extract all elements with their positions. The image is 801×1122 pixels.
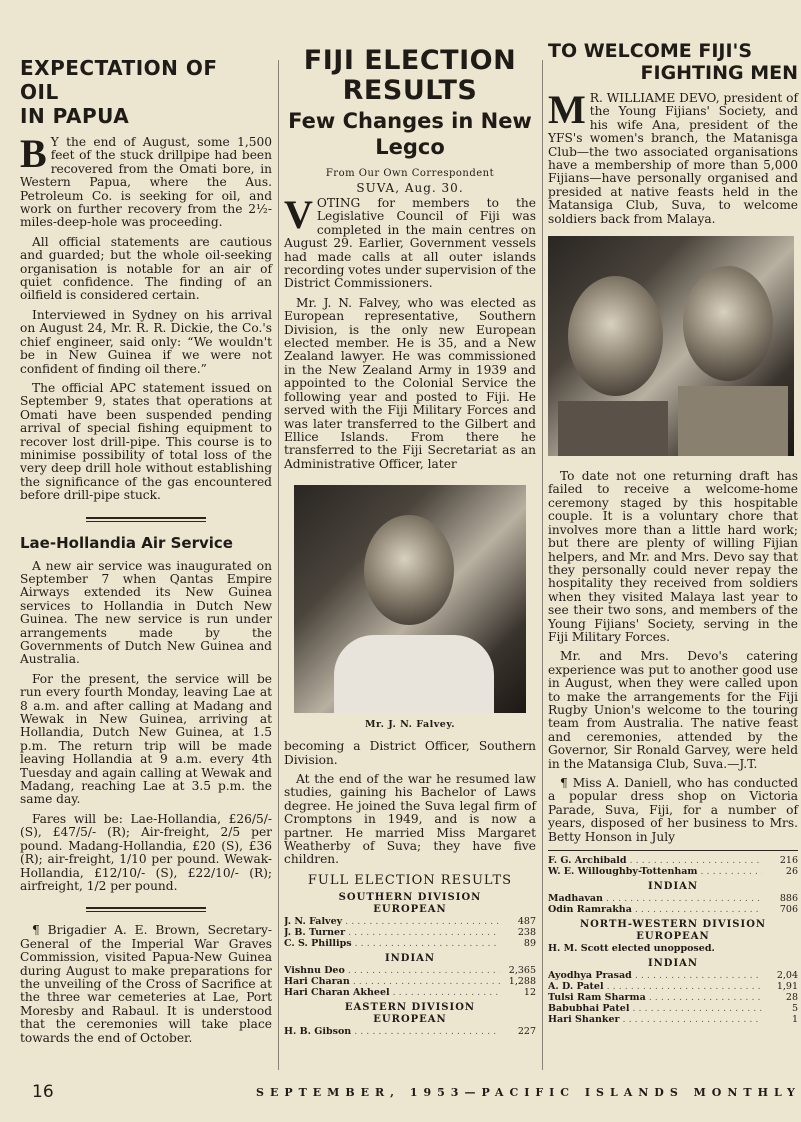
result-row [548,970,798,981]
portrait-face [683,266,773,381]
air-service-subhead: Lae-Hollandia Air Service [20,533,233,552]
candidate-name: C. S. Phillips . . . [284,938,500,949]
headline-line: EXPECTATION OF [20,56,218,80]
vote-count: 1,288 [508,975,536,987]
paragraph: becoming a District Officer, Southern Division. [284,739,536,767]
result-row [284,965,536,976]
results-title: FULL ELECTION RESULTS [307,872,513,888]
column-rule [542,60,543,1070]
footer-masthead: SEPTEMBER, 1953—PACIFIC ISLANDS MONTHLY [256,1086,801,1099]
division-heading: NORTH-WESTERN DIVISION [579,919,767,931]
category-heading: INDIAN [384,952,436,964]
candidate-name: Vishnu Deo . . . [284,965,500,976]
category-heading: INDIAN [647,881,699,893]
result-row [548,1003,798,1014]
results-list [548,893,798,915]
paragraph: Fares will be: Lae-Hollandia, £26/5/- (S), £47/5/- (R); Air-freight, 2/5 per pound. Madang-Hollandia, £20 (S), £36 (R); air-freight, 1/10 per pound. Wewak-Hollandia, £12/10/- (S), £22/10/- (R); airfreight, 1/2 per pound. [20,811,272,893]
category-heading: EUROPEAN [636,931,710,943]
drop-cap: V [284,192,313,237]
vote-count: 12 [523,986,536,998]
vote-count: 487 [517,915,536,927]
election-subheadline: Few Changes in New Legco [288,109,532,159]
middle-column [284,40,536,1041]
vote-count: 89 [523,937,536,949]
vote-count: 238 [517,926,536,938]
vote-count: 2,365 [508,964,536,976]
drop-cap: M [548,87,586,132]
result-row [548,904,798,915]
paragraph: A new air service was inaugurated on September 7 when Qantas Empire Airways extended its New Guinea services to Hollandia in Dutch New Guinea. The new service is run under arrangements made by the Governments of Dutch New Guinea and Australia. [20,558,272,667]
candidate-name: Ayodhya Prasad . . . [548,970,762,981]
drop-cap: B [20,131,47,176]
candidate-name: Hari Charan . . . [284,976,500,987]
headline-line: OIL [20,80,59,104]
column-rule [278,60,279,1070]
right-column [548,40,798,1029]
candidate-name: Babubhai Patel . . . [548,1003,762,1014]
paragraph: OTING for members to the Legislative Council of Fiji was completed in the main centres on August 29. Earlier, Government vessels had made calls at all outer islands recording votes under supervision of the District Commissioners. [284,196,536,291]
section-divider [86,517,206,522]
result-row [284,1026,536,1037]
result-row [548,893,798,904]
election-headline: FIJI ELECTION RESULTS [303,45,517,106]
result-row [284,927,536,938]
candidate-name: Madhavan . . . [548,893,762,904]
election-article [284,192,536,471]
page-footer [0,1078,801,1108]
candidate-name: J. N. Falvey . . . [284,916,500,927]
portrait-jacket [558,401,668,456]
vote-count: 886 [779,893,798,905]
candidate-name: W. E. Willoughby-Tottenham . . . [548,866,762,877]
candidate-name: Hari Charan Akheel . . . [284,987,500,998]
result-row [284,987,536,998]
headline-line: IN PAPUA [20,104,130,128]
result-row [548,981,798,992]
category-heading: INDIAN [647,958,699,970]
paragraph: To date not one returning draft has failed to receive a welcome-home ceremony staged by this hospitable couple. It is a voluntary chore that involves more than a little hard work; but there are plenty of willing Fijian helpers, and Mr. and Mrs. Devo say that they personally could never repay the hospitality they received from soldiers when they visited Malaya last year to see their two sons, and members of the Young Fijians' Society, serving in the Fiji Military Forces. [548,469,798,644]
vote-count: 706 [779,904,798,916]
candidate-name: Tulsi Ram Sharma . . . [548,992,762,1003]
candidate-name: A. D. Patel . . . [548,981,762,992]
result-row [548,866,798,877]
result-row [548,855,798,866]
results-list [284,916,536,949]
paragraph: Y the end of August, some 1,500 feet of the stuck drillpipe had been recovered from the Omati bore, in Western Papua, where the Aus. Petroleum Co. is seeking for oil, and work on further recovery from the 2½-miles-deep-hole was proceeding. [20,135,272,230]
result-row [284,976,536,987]
unopposed-note [548,943,798,954]
paragraph: At the end of the war he resumed law studies, gaining his Bachelor of Laws degree. He joined the Suva legal firm of Cromptons in 1949, and is now a partner. He married Miss Margaret Weatherby of Suva; they have five children. [284,771,536,867]
page-number: 16 [32,1082,54,1102]
results-list [284,965,536,998]
unopposed-text: H. M. Scott elected unopposed. [548,943,715,955]
result-row [284,938,536,949]
paragraph: ¶ Miss A. Daniell, who has conducted a popular dress shop on Victoria Parade, Suva, Fiji, for a number of years, disposed of her business to Mrs. Betty Honson in July [548,776,798,844]
category-heading: EUROPEAN [373,1013,447,1025]
paragraph: Interviewed in Sydney on his arrival on August 24, Mr. R. R. Dickie, the Co.'s chief engineer, said only: “We wouldn't be in New Guinea if we were not confident of finding oil there.” [20,307,272,376]
paragraph: Mr. and Mrs. Devo's catering experience was put to another good use in August, when they were called upon to make the arrangements for the Fiji Rugby Union's welcome to the touring team from Australia. The native feast and ceremonies, attended by the Governor, Sir Ronald Garvey, were held in the Matansiga Club, Suva.—J.T. [548,649,798,771]
portrait-face [568,276,663,396]
results-list [284,1026,536,1037]
welcome-headline [548,40,798,84]
vote-count: 28 [785,992,798,1004]
vote-count: 2,04 [776,970,798,982]
paragraph: Mr. J. N. Falvey, who was elected as European representative, Southern Division, is the only new European elected member. He is 35, and a New Zealand lawyer. He was commissioned in the New Zealand Army in 1939 and appointed to the Colonial Service the following year and posted to Fiji. He served with the Fiji Military Forces and was later transferred to the Gilbert and Ellice Islands. From there he transferred to the Fiji Secretariat as an Administrative Officer, later [284,295,536,471]
candidate-name: F. G. Archibald . . . [548,855,762,866]
oil-article [20,131,272,503]
paragraph: ¶ Brigadier A. E. Brown, Secretary-General of the Imperial War Graves Commission, visited Papua-New Guinea during August to make preparations for the unveiling of the Cross of Sacrifice at the three war cemeteries at Lae, Port Moresby and Rabaul. It is understood that the ceremonies will take place towards the end of October. [20,923,272,1045]
headline-line: TO WELCOME FIJI'S [548,40,753,62]
photo-caption: Mr. J. N. Falvey. [364,719,456,731]
vote-count: 1 [791,1014,798,1026]
candidate-name: H. B. Gibson . . . [284,1026,500,1037]
falvey-photo [294,485,526,713]
candidate-name: Odin Ramrakha . . . [548,904,762,915]
result-row [548,1014,798,1025]
vote-count: 216 [779,855,798,867]
division-heading: SOUTHERN DIVISION [338,891,482,903]
oil-headline [20,56,272,128]
headline-line: FIGHTING MEN [640,62,798,84]
results-list [548,970,798,1025]
vote-count: 1,91 [776,981,798,993]
result-row [548,992,798,1003]
divider [548,850,798,851]
category-heading: EUROPEAN [373,903,447,915]
candidate-name: Hari Shanker . . . [548,1014,762,1025]
welcome-article [548,87,798,226]
result-row [284,916,536,927]
division-heading: EASTERN DIVISION [344,1001,476,1013]
paragraph: For the present, the service will be run every fourth Monday, leaving Lae at 8 a.m. and after calling at Madang and Wewak in New Guinea, arriving at Hollandia, Dutch New Guinea, at 1.5 p.m. The return trip will be made leaving Hollandia at 9 a.m. every 4th Tuesday and again calling at Wewak and Madang, reaching Lae at 3.5 p.m. the same day. [20,671,272,807]
portrait-shirt [334,635,494,713]
results-list [548,855,798,877]
left-column [20,40,272,1051]
portrait-dress [678,386,788,456]
candidate-name: J. B. Turner . . . [284,927,500,938]
vote-count: 5 [791,1003,798,1015]
paragraph: The official APC statement issued on September 9, states that operations at Omati have been suspended pending arrival of special fishing equipment to recover lost drill-pipe. This course is to minimise possibility of total loss of the very deep drill hole without establishing the significance of the gas encountered before drill-pipe stuck. [20,380,272,503]
dateline: SUVA, Aug. 30. [356,181,464,195]
vote-count: 26 [785,866,798,878]
paragraph: R. WILLIAME DEVO, president of the Young Fijians' Society, and his wife Ana, president of the YFS's women's branch, the Matanisga Club—the two associated organisations have a membership of more than 5,000 Fijians—have personally organised and presided at native feasts held in the Matansiga Club, Suva, to welcome soldiers back from Malaya. [548,91,798,226]
vote-count: 227 [517,1025,536,1037]
section-divider [86,907,206,912]
portrait-face [364,515,454,625]
devo-couple-photo [548,236,794,456]
correspondent-line: From Our Own Correspondent [325,168,495,179]
paragraph: All official statements are cautious and guarded; but the whole oil-seeking organisation is notable for an air of quiet confidence. The finding of an oilfield is considered certain. [20,234,272,303]
